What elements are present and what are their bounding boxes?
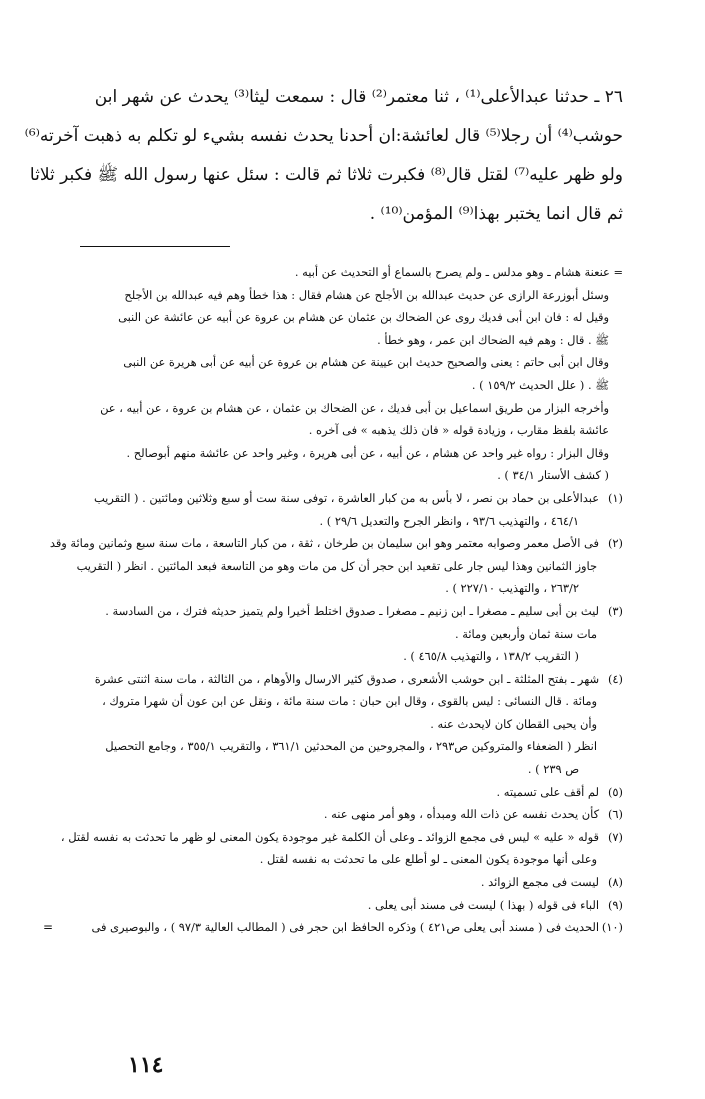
footnote-10 [43, 916, 623, 939]
note-line: وقال ابن أبى حاتم : يعنى والصحيح حديث ابن عيينة عن هشام بن عروة عن أبيه عن أبى هريرة عن النبى [123, 355, 609, 370]
footnote-text: قوله « عليه » ليس فى مجمع الزوائد ـ وعلى أن الكلمة غير موجودة يكون المعنى لو ظهر ما تحدثت به نفسه لقتل ، [60, 829, 599, 844]
footnote-text: لم أقف على تسميته . [496, 784, 599, 799]
footnote-3 [43, 600, 623, 668]
footnote-4 [43, 668, 623, 781]
hadith-line: ٢٦ ـ حدثنا عبدالأعلى⁽¹⁾ ، ثنا معتمر⁽²⁾ قال : سمعت ليثا⁽³⁾ يحدث عن شهر ابن [94, 87, 623, 107]
hadith-line: ولو ظهر عليه⁽⁷⁾ لقتل قال⁽⁸⁾ فكبرت ثلاثا ثم قالت : سئل عنها رسول الله ﷺ فكبر ثلاثا [29, 165, 623, 185]
page-number: ١١٤ [128, 1052, 164, 1078]
footnote-number: (٨) [607, 875, 623, 890]
note-line: = عنعنة هشام ـ وهو مدلس ـ ولم يصرح بالسماع أو التحديث عن أبيه . [294, 265, 623, 279]
footnote-2 [43, 532, 623, 600]
footnote-text: كأن يحدث نفسه عن ذات الله ومبدأه ، وهو أمر منهى عنه . [323, 807, 599, 822]
footnote-number: (٣) [607, 603, 623, 618]
footnote-number: (١) [607, 490, 623, 505]
footnote-6 [43, 803, 623, 826]
footnote-text: ليث بن أبى سليم ـ مصغرا ـ ابن زنيم ـ مصغرا ـ صدوق اختلط أخيرا ولم يتميز حديثه فترك ، من السادسة . [105, 603, 599, 618]
footnote-number: (٢) [607, 536, 623, 551]
note-line: ﷺ . ( علل الحديث ١٥٩/٢ ) . [471, 377, 609, 392]
footnote-text: عبدالأعلى بن حماد بن نصر ، لا بأس به من كبار العاشرة ، توفى سنة ست أو سبع وثلاثين ومائتين . ( التقريب [93, 490, 599, 505]
footnote-text: ليست فى مجمع الزوائد . [480, 875, 599, 890]
footnote-text: مات سنة ثمان وأربعين ومائة . [455, 626, 597, 641]
footnote-text: ( التقريب ١٣٨/٢ ، والتهذيب ٤٦٥/٨ ) . [403, 649, 579, 664]
footnote-text: وعلى أنها موجودة يكون المعنى ـ لو أطلع على ما تحدثت به نفسه لقتل . [259, 852, 597, 867]
note-line: ﷺ . قال : وهم فيه الضحاك ابن عمر ، وهو خطأ . [377, 332, 609, 347]
note-line: وسئل أبوزرعة الرازى عن حديث عبدالله بن الأجلح عن هشام فقال : هذا خطأ وهم فيه عبدالله بن الأجلح [124, 287, 609, 302]
note-line: عائشة بلفظ مقارب ، وزيادة قوله « فان ذلك يذهبه » فى آخره . [308, 423, 609, 438]
footnote-1 [43, 487, 623, 532]
note-line: وقال البزار : رواه غير واحد عن هشام ، عن أبيه ، عن أبى هريرة ، وغير واحد عن عائشة منهم أبوصالح . [126, 445, 609, 460]
footnote-7 [43, 826, 623, 871]
note-line: وقيل له : فان ابن أبى فديك روى عن الضحاك بن عثمان عن هشام بن عروة عن أبيه عن عائشة عن النبى [118, 310, 609, 325]
footnote-text: ص ٢٣٩ ) . [527, 762, 579, 777]
note-line: ( كشف الأستار ٣٤/١ ) . [497, 468, 609, 483]
footnote-text: الباء فى قوله ( بهذا ) ليست فى مسند أبى يعلى . [367, 897, 599, 912]
continuation-mark: = [43, 920, 54, 935]
note-line: وأخرجه البزار من طريق اسماعيل بن أبى فديك ، عن الضحاك بن عثمان ، عن هشام بن عروة ، عن أبيه ، عن [100, 400, 609, 415]
footnote-text: جاوز الثمانين وهذا ليس جار على تقعيد ابن حجر أن كل من مات وهو من التاسعة فبعد المائتين . انظر ( التقريب [76, 558, 597, 573]
footnote-text: ٤٦٤/١ ، والتهذيب ٩٣/٦ ، وانظر الجرح والتعديل ٢٩/٦ ) . [319, 513, 579, 528]
footnote-text: الحديث فى ( مسند أبى يعلى ص٤٢١ ) وذكره الحافظ ابن حجر فى ( المطالب العالية ٩٧/٣ ) ، والبوصيرى فى [91, 920, 599, 935]
footnote-number: (٥) [607, 784, 623, 799]
footnote-number: (٧) [607, 829, 623, 844]
footnote-number: (٦) [607, 807, 623, 822]
footnote-number: (٩) [607, 897, 623, 912]
footnote-text: فى الأصل معمر وصوابه معتمر وهو ابن سليمان بن طرخان ، ثقة ، من كبار التاسعة ، مات سنة سبع وثمانين ومائة وقد [49, 536, 599, 551]
footnote-number: (١٠) [601, 920, 623, 935]
footnote-5 [43, 781, 623, 804]
hadith-line: حوشب⁽⁴⁾ أن رجلا⁽⁵⁾ قال لعائشة:ان أحدنا يحدث نفسه بشيء لو تكلم به ذهبت آخرته⁽⁶⁾ [24, 126, 623, 146]
footnote-text: ٢٦٣/٢ ، والتهذيب ٢٢٧/١٠ ) . [445, 581, 579, 596]
footnote-9 [43, 894, 623, 917]
footnote-text: ومائة . قال النسائى : ليس بالقوى ، وقال ابن حبان : مات سنة مائة ، ونقل عن ابن عون أن شهرا متروك ، [102, 694, 597, 709]
footnote-text: انظر ( الضعفاء والمتروكين ص٢٩٣ ، والمجروحين من المحدثين ٣٦١/١ ، والتقريب ٣٥٥/١ ، وجامع التحصيل [105, 739, 597, 754]
footnotes [43, 261, 623, 939]
footnote-8 [43, 871, 623, 894]
footnote-text: وأن يحيى القطان كان لايحدث عنه . [430, 716, 597, 731]
footnote-text: شهر ـ بفتح المثلثة ـ ابن حوشب الأشعرى ، صدوق كثير الارسال والأوهام ، من الثالثة ، مات سنة اثنتى عشرة [94, 671, 599, 686]
hadith-line: ثم قال انما يختبر بهذا⁽⁹⁾ المؤمن⁽¹⁰⁾ . [369, 204, 623, 224]
hadith-text [24, 78, 623, 234]
footnote-separator [80, 246, 230, 247]
footnote-number: (٤) [607, 671, 623, 686]
